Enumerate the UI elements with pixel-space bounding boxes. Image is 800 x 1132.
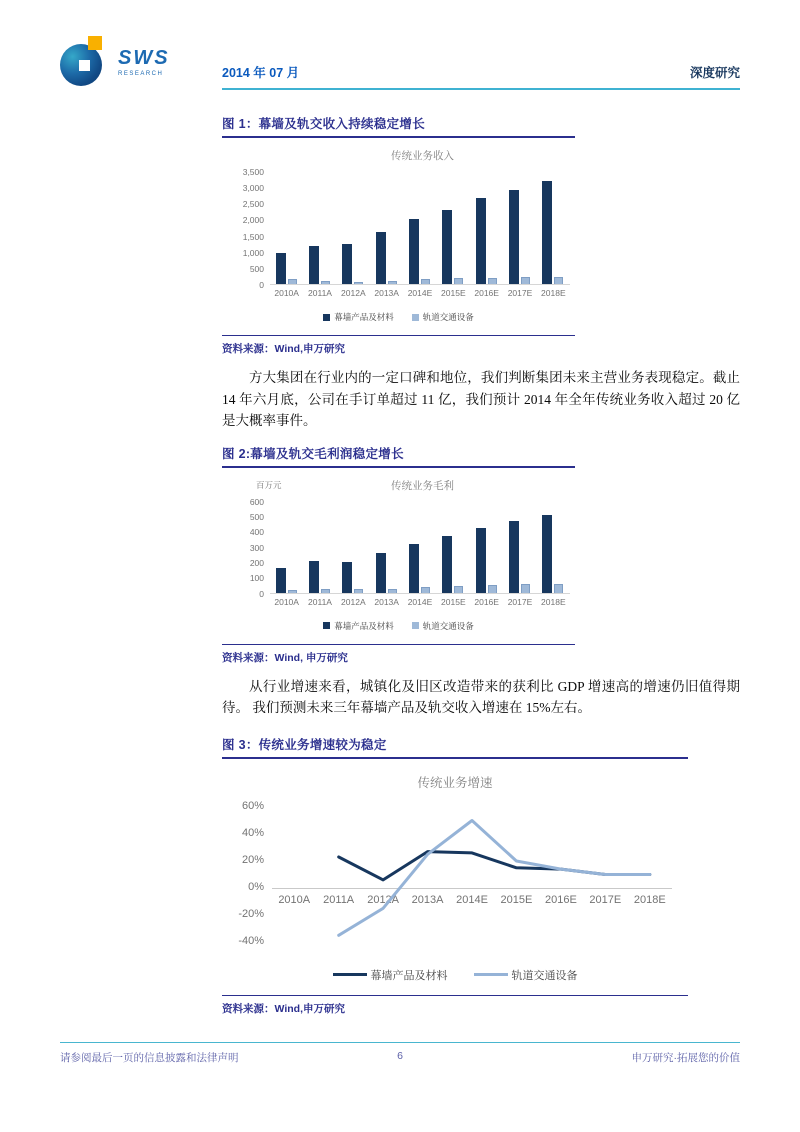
y-axis-tick-label: 1,500 [242,231,264,242]
y-axis-tick-label: 1,000 [242,247,264,258]
bar-轨道交通设备 [521,584,530,592]
page-header [60,36,740,90]
bar-轨道交通设备 [554,584,563,593]
figure-2-chart-head [222,478,575,494]
x-axis-tick-label: 2016E [544,893,577,906]
y-axis-tick-label: 500 [249,263,264,274]
logo-text [118,48,170,77]
legend-label: 轨道交通设备 [422,312,474,322]
x-axis-tick-label: 2018E [541,596,566,607]
footer-slogan: 申万研究·拓展您的价值 [631,1052,740,1064]
bar-轨道交通设备 [288,590,297,593]
logo-notch-icon [79,60,90,71]
figure-2-source: 资料来源：Wind, 申万研究 [222,651,348,664]
x-axis-tick-label: 2017E [589,893,622,906]
logo-sws-label: SWS [118,46,170,69]
figure-1 [222,114,575,358]
x-axis-tick-label: 2011A [308,596,332,607]
legend-label: 幕墙产品及材料 [370,969,448,982]
bar-轨道交通设备 [488,278,497,284]
x-axis-tick-label: 2013A [374,288,399,298]
report-date: 2014 年 07 月 [222,66,300,80]
bar-轨道交通设备 [488,585,497,593]
body-paragraph-2: 从行业增速来看，城镇化及旧区改造带来的获利比 GDP 增速高的增速仍旧值得期待。 我们预测未来三年幕墙产品及轨交收入增速在 15%左右。 [222,678,740,716]
x-axis-tick-label: 2015E [441,596,466,607]
chart-2-title: 传统业务毛利 [391,479,454,492]
x-axis-tick-label: 2014E [456,893,488,906]
x-axis-tick-label: 2018E [633,893,666,906]
x-axis-tick-label: 2013A [411,893,444,906]
footer-disclaimer: 请参阅最后一页的信息披露和法律声明 [60,1052,239,1064]
chart-1-plot [222,167,575,303]
x-axis-tick-label: 2010A [278,893,311,906]
bar-幕墙产品及材料 [409,544,419,593]
chart-3-title: 传统业务增速 [417,775,493,790]
x-axis-tick-label: 2013A [374,596,399,607]
legend-swatch-dark [323,314,330,321]
chart-3-plot [222,799,688,957]
x-axis-tick-label: 2011A [308,288,332,298]
y-axis-tick-label: 3,000 [242,183,264,194]
chart-2-legend [222,620,575,632]
x-axis-tick-label: 2015E [500,893,533,906]
chart-1-title: 传统业务收入 [391,150,454,162]
chart-2-unit-label: 百万元 [256,479,282,490]
bar-轨道交通设备 [354,589,363,593]
x-axis-tick-label: 2017E [507,288,533,298]
bar-幕墙产品及材料 [276,253,286,284]
plot-area [270,172,570,285]
x-axis-tick-label: 2018E [541,288,566,298]
bar-轨道交通设备 [321,281,330,284]
x-axis-tick-label: 2010A [274,596,299,607]
bar-幕墙产品及材料 [542,181,552,284]
figure-3-source: 资料来源：Wind,申万研究 [222,1002,345,1015]
body-paragraph-1: 方大集团在行业内的一定口碑和地位，我们判断集团未来主营业务表现稳定。截止 14 年六月底，公司在手订单超过 11 亿，我们预计 2014 年全年传统业务收入超过 20 亿是大概率事件。 [222,370,740,429]
figure-2 [222,444,575,667]
bar-幕墙产品及材料 [509,190,519,284]
figure-1-chart-head [222,148,575,164]
page-number: 6 [397,1050,403,1062]
legend-item [412,620,474,632]
y-axis-tick-label: 2,500 [242,199,264,210]
bar-轨道交通设备 [554,277,563,284]
legend-line-light [474,973,508,976]
header-rule [222,63,740,90]
report-type-label: 深度研究 [689,66,740,80]
bar-轨道交通设备 [421,587,430,592]
bar-幕墙产品及材料 [476,528,486,593]
bar-幕墙产品及材料 [442,210,452,284]
bar-幕墙产品及材料 [442,536,452,593]
legend-swatch-light [412,622,419,629]
figure-1-title: 图 1：幕墙及轨交收入持续稳定增长 [222,114,575,138]
logo-orange-square-icon [88,36,102,50]
figure-3-title: 图 3：传统业务增速较为稳定 [222,735,688,759]
y-axis-tick-label: 0 [259,588,264,599]
bar-轨道交通设备 [421,279,430,284]
bar-幕墙产品及材料 [342,244,352,284]
x-axis-tick-label: 2017E [507,596,533,607]
bar-幕墙产品及材料 [542,515,552,593]
y-axis-tick-label: 2,000 [242,215,264,226]
y-axis-tick-label: 500 [249,512,264,523]
bar-幕墙产品及材料 [309,561,319,592]
x-axis-tick-label: 2012A [367,893,400,906]
figure-1-source: 资料来源：Wind,申万研究 [222,343,345,355]
chart-2-plot [222,496,575,612]
sws-logo-icon [60,36,112,88]
y-axis-tick-label: -40% [238,934,264,947]
legend-item [333,967,448,983]
y-axis-tick-label: 0% [248,880,264,893]
logo-research-label: RESEARCH [118,70,164,77]
bar-幕墙产品及材料 [476,198,486,284]
legend-line-dark [333,973,367,976]
y-axis-tick-label: 300 [249,542,264,553]
x-axis-tick-label: 2012A [341,288,366,298]
bar-幕墙产品及材料 [342,562,352,593]
x-axis-tick-label: 2015E [441,288,466,298]
x-axis-tick-label: 2014E [407,288,433,298]
legend-label: 轨道交通设备 [422,620,474,631]
legend-swatch-dark [323,622,330,629]
y-axis-tick-label: 0 [259,280,264,290]
bar-轨道交通设备 [454,586,463,593]
bar-轨道交通设备 [388,281,397,284]
x-axis-tick-label: 2014E [407,596,433,607]
figure-2-title: 图 2:幕墙及轨交毛利润稳定增长 [222,444,575,468]
legend-swatch-light [412,314,419,321]
bar-轨道交通设备 [388,589,397,593]
legend-item [323,311,394,323]
bar-幕墙产品及材料 [509,521,519,592]
legend-item [412,311,474,323]
bar-轨道交通设备 [288,279,297,284]
x-axis-tick-label: 2012A [341,596,366,607]
y-axis-tick-label: -20% [238,907,264,920]
legend-item [474,967,578,983]
bar-幕墙产品及材料 [409,219,419,284]
x-axis-tick-label: 2016E [474,288,499,298]
figure-3 [222,735,688,1018]
legend-label: 轨道交通设备 [511,969,578,982]
y-axis-tick-label: 20% [241,853,264,866]
y-axis-tick-label: 60% [241,799,264,812]
bar-轨道交通设备 [521,277,530,284]
y-axis-tick-label: 600 [249,496,264,507]
legend-item [323,620,394,632]
x-axis-tick-label: 2010A [274,288,299,298]
plot-area [270,502,570,594]
page-footer [60,1042,740,1065]
y-axis-tick-label: 100 [249,573,264,584]
y-axis-tick-label: 200 [249,558,264,569]
x-axis-tick-label: 2016E [474,596,499,607]
bar-幕墙产品及材料 [376,553,386,593]
bar-轨道交通设备 [454,278,463,284]
x-axis-tick-label: 2011A [323,893,355,906]
y-axis-tick-label: 400 [249,527,264,538]
bar-幕墙产品及材料 [276,568,286,593]
legend-label: 幕墙产品及材料 [334,312,394,322]
legend-label: 幕墙产品及材料 [334,620,394,631]
y-axis-tick-label: 3,500 [242,167,264,177]
y-axis-tick-label: 40% [241,826,264,839]
bar-轨道交通设备 [354,282,363,284]
bar-幕墙产品及材料 [309,246,319,284]
chart-1-legend [222,311,575,323]
bar-轨道交通设备 [321,589,330,593]
line-chart-svg [272,799,672,954]
bar-幕墙产品及材料 [376,232,386,284]
sws-logo [60,36,222,90]
chart-3-legend [222,967,688,983]
